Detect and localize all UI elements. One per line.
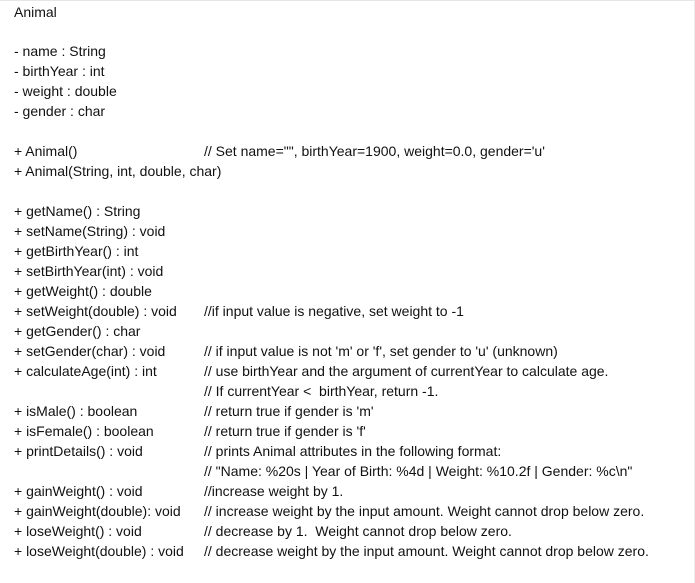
signature-text: + getBirthYear() : int	[14, 243, 139, 259]
signature-text: + gainWeight() : void	[14, 483, 143, 499]
comment-text: // If currentYear < birthYear, return -1.	[204, 383, 439, 399]
comment-text: // return true if gender is 'm'	[204, 403, 374, 419]
signature-text: + Animal(String, int, double, char)	[14, 163, 222, 179]
comment-text: // if input value is not 'm' or 'f', set gender to 'u' (unknown)	[204, 343, 558, 359]
class-name: Animal	[14, 4, 57, 20]
comment-text: // decrease weight by the input amount. Weight cannot drop below zero.	[204, 543, 649, 559]
signature-text: + getWeight() : double	[14, 283, 152, 299]
field-line: - gender : char	[14, 103, 106, 119]
comment-text: // return true if gender is 'f'	[204, 423, 366, 439]
field-line: - weight : double	[14, 83, 117, 99]
comment-text: // increase weight by the input amount. Weight cannot drop below zero.	[204, 503, 645, 519]
comment-text: // Set name="", birthYear=1900, weight=0.0, gender='u'	[204, 143, 545, 159]
signature-text: + getName() : String	[14, 203, 141, 219]
signature-text: + calculateAge(int) : int	[14, 363, 157, 379]
signature-text: + loseWeight(double) : void	[14, 543, 184, 559]
signature-text: + setWeight(double) : void	[14, 303, 177, 319]
signature-text: + setName(String) : void	[14, 223, 166, 239]
signature-text: + setGender(char) : void	[14, 343, 166, 359]
comment-text: //if input value is negative, set weight to -1	[204, 303, 464, 319]
field-line: - name : String	[14, 43, 106, 59]
comment-text: // prints Animal attributes in the following format:	[204, 443, 502, 459]
comment-text: //increase weight by 1.	[204, 483, 344, 499]
signature-text: + loseWeight() : void	[14, 523, 142, 539]
signature-text: + gainWeight(double): void	[14, 503, 181, 519]
signature-text: + setBirthYear(int) : void	[14, 263, 164, 279]
signature-text: + printDetails() : void	[14, 443, 143, 459]
comment-text: // use birthYear and the argument of currentYear to calculate age.	[204, 363, 609, 379]
signature-text: + isMale() : boolean	[14, 403, 138, 419]
comment-text: // "Name: %20s | Year of Birth: %4d | Weight: %10.2f | Gender: %c\n"	[204, 463, 633, 479]
signature-text: + getGender() : char	[14, 323, 141, 339]
signature-text: + Animal()	[14, 143, 78, 159]
field-line: - birthYear : int	[14, 63, 105, 79]
comment-text: // decrease by 1. Weight cannot drop below zero.	[204, 523, 512, 539]
signature-text: + isFemale() : boolean	[14, 423, 154, 439]
